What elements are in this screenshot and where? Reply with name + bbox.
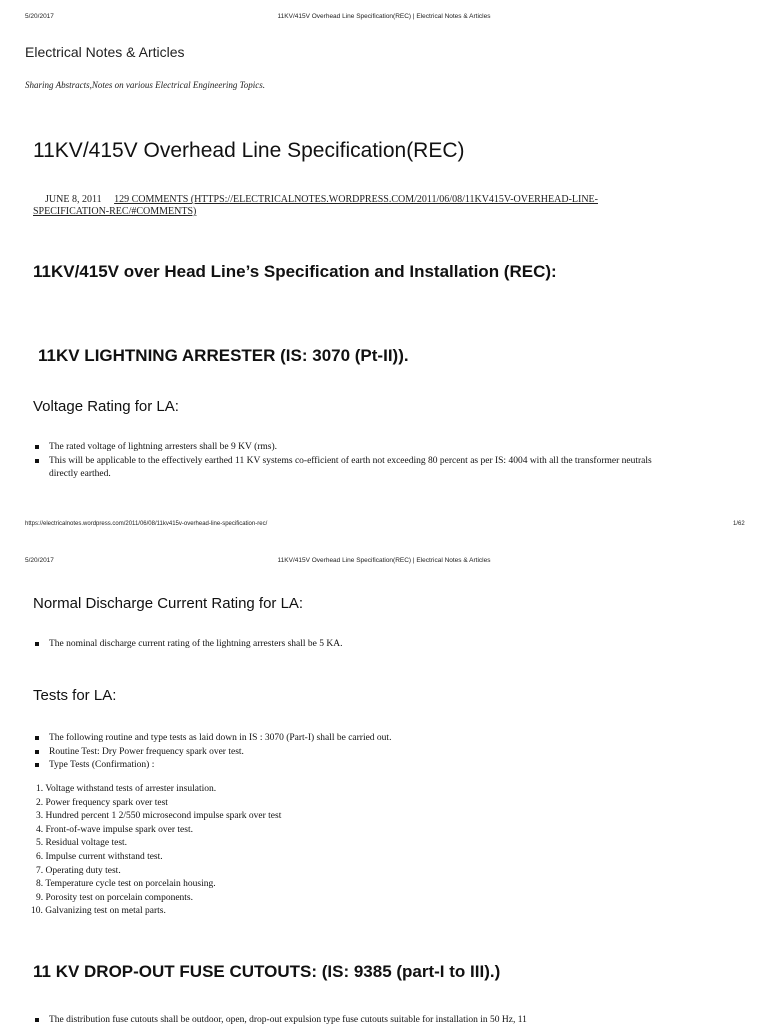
pdf-footer-url: https://electricalnotes.wordpress.com/2011/06/08/11kv415v-overhead-line-specification-rec/ <box>25 521 268 527</box>
tests-heading: Tests for LA: <box>33 687 117 704</box>
list-item: 9. Porosity test on porcelain components. <box>36 892 193 903</box>
list-item: This will be applicable to the effectively earthed 11 KV systems co-efficient of earth not exceeding 80 percent as per IS: 4004 with all the transformer neutrals directly earthed. <box>33 455 673 482</box>
site-title[interactable]: Electrical Notes & Articles <box>25 44 185 60</box>
list-item: 7. Operating duty test. <box>36 865 121 876</box>
list-item: 1. Voltage withstand tests of arrester insulation. <box>36 784 217 794</box>
main-heading: 11KV/415V over Head Line’s Specification and Installation (REC): <box>33 262 557 281</box>
fuse-heading: 11 KV DROP-OUT FUSE CUTOUTS: (IS: 9385 (part-I to III).) <box>33 962 501 981</box>
comments-link[interactable]: 129 COMMENTS (HTTPS://ELECTRICALNOTES.WORDPRESS.COM/2011/06/08/11KV415V-OVERHEAD-LINE-SPECIFICATION-REC/#COMMENTS) <box>33 194 598 217</box>
list-item: 8. Temperature cycle test on porcelain housing. <box>36 879 216 890</box>
site-tagline: Sharing Abstracts,Notes on various Electrical Engineering Topics. <box>25 80 265 90</box>
post-date: JUNE 8, 2011 <box>45 194 102 205</box>
la-heading: 11KV LIGHTNING ARRESTER (IS: 3070 (Pt-II)). <box>38 346 409 365</box>
pdf-header-date-2: 5/20/2017 <box>25 557 54 564</box>
list-item: 5. Residual voltage test. <box>36 838 128 849</box>
type-tests-list <box>31 783 282 919</box>
list-item: The nominal discharge current rating of the lightning arresters shall be 5 KA. <box>33 638 673 652</box>
list-item: Routine Test: Dry Power frequency spark over test. <box>33 746 673 760</box>
pdf-header-date: 5/20/2017 <box>25 13 54 20</box>
tests-list <box>33 732 673 773</box>
list-item: 4. Front-of-wave impulse spark over test. <box>36 824 193 835</box>
list-item: 10. Galvanizing test on metal parts. <box>31 906 166 917</box>
post-meta <box>33 194 673 218</box>
discharge-heading: Normal Discharge Current Rating for LA: <box>33 595 304 612</box>
list-item: The rated voltage of lightning arresters shall be 9 KV (rms). <box>33 441 673 455</box>
fuse-list <box>33 1014 753 1028</box>
pdf-footer-page: 1/62 <box>733 521 745 527</box>
list-item: The distribution fuse cutouts shall be outdoor, open, drop-out expulsion type fuse cutouts suitable for installation in 50 Hz, 11 <box>33 1014 753 1028</box>
list-item: Type Tests (Confirmation) : <box>33 759 673 773</box>
post-title: 11KV/415V Overhead Line Specification(REC) <box>33 139 465 162</box>
discharge-list <box>33 638 673 652</box>
pdf-header-title-2: 11KV/415V Overhead Line Specification(REC) | Electrical Notes & Articles <box>277 557 491 564</box>
list-item: 6. Impulse current withstand test. <box>36 851 163 862</box>
pdf-header-title: 11KV/415V Overhead Line Specification(REC) | Electrical Notes & Articles <box>277 13 491 20</box>
voltage-list <box>33 441 673 482</box>
list-item: 2. Power frequency spark over test <box>36 797 168 808</box>
list-item: 3. Hundred percent 1 2/550 microsecond impulse spark over test <box>36 811 282 822</box>
voltage-heading: Voltage Rating for LA: <box>33 398 179 415</box>
list-item: The following routine and type tests as laid down in IS : 3070 (Part-I) shall be carried out. <box>33 732 673 746</box>
